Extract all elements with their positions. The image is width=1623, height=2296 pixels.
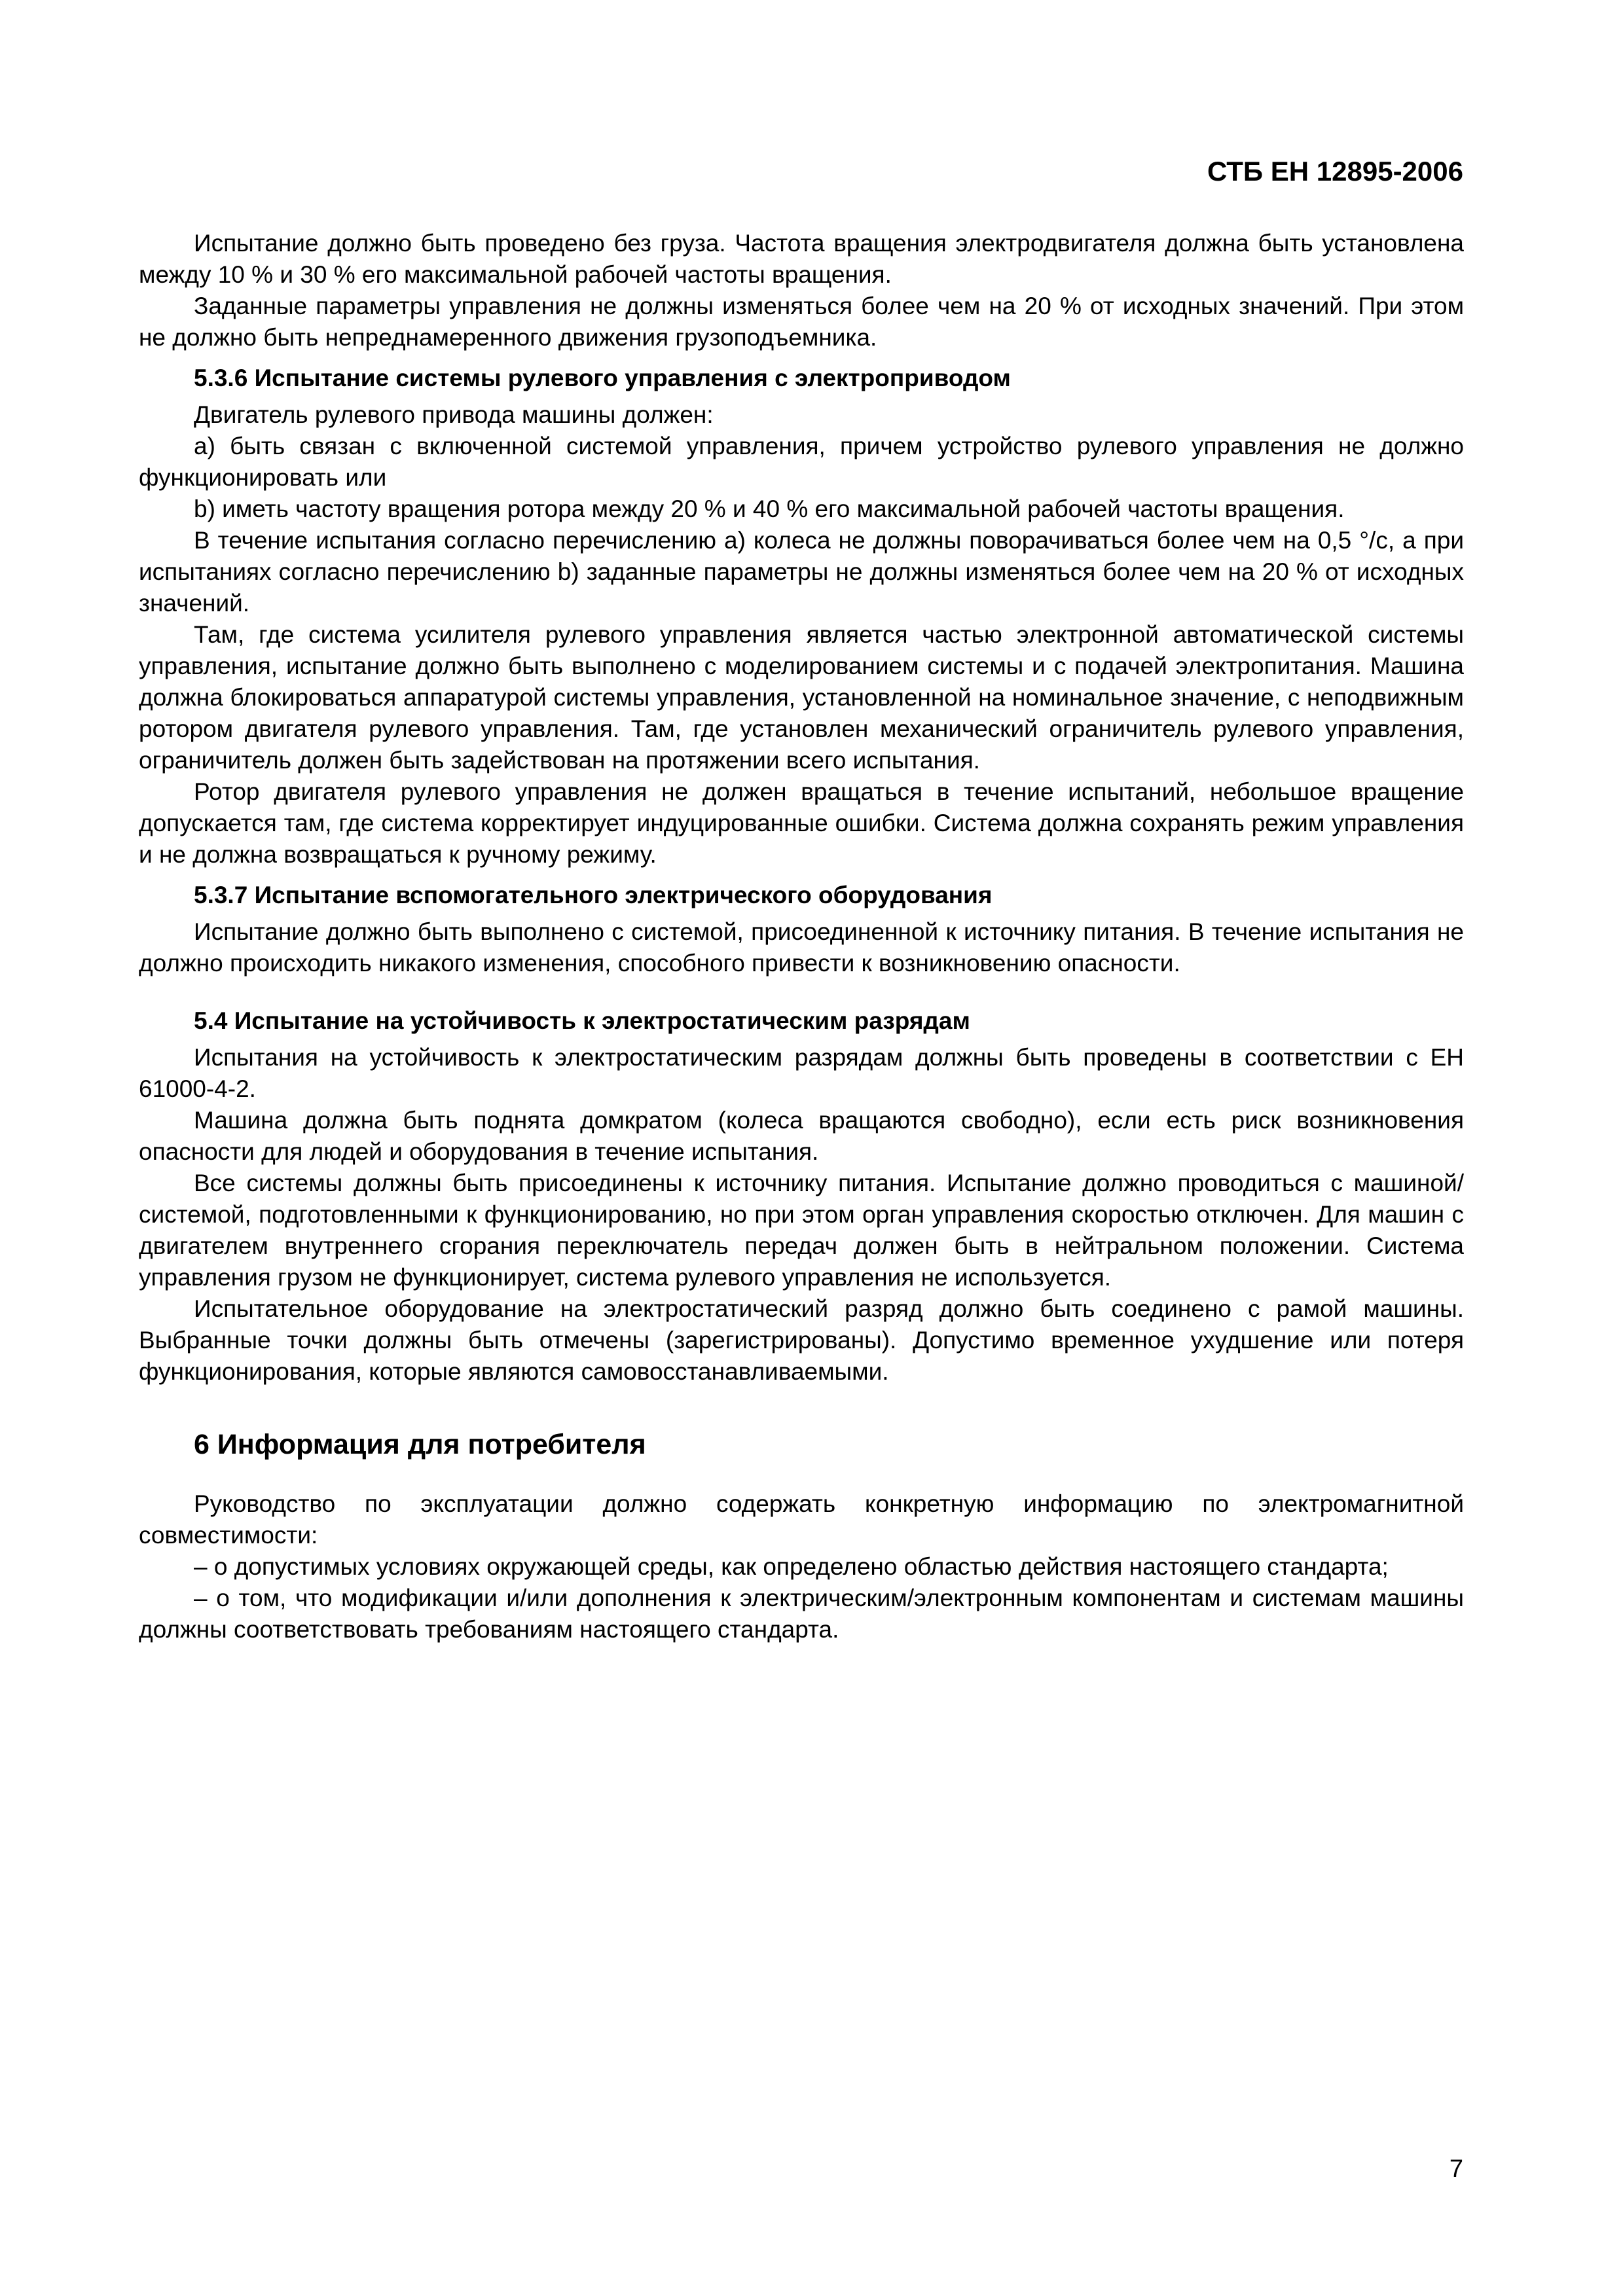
paragraph: Там, где система усилителя рулевого управления является частью электронной автоматической системы управления, испытание должно быть выполнено с моделированием системы и с подачей электропитания. Машина должна блокироваться аппаратурой системы управления, установленной на номинальное значение, с неподвижным ротором двигателя рулевого управления. Там, где установлен механический ограничитель рулевого управления, ограничитель должен быть задействован на протяжении всего испытания. bbox=[139, 621, 1464, 774]
list-item-b: b) иметь частоту вращения ротора между 20 % и 40 % его максимальной рабочей частоты вращения. bbox=[194, 495, 1345, 522]
paragraph: Все системы должны быть присоединены к источнику питания. Испытание должно проводиться с машиной/системой, подготовленными к функционированию, но при этом орган управления скоростью отключен. Для машин с двигателем внутреннего сгорания переключатель передач должен быть в нейтральном положении. Система управления грузом не функционирует, система рулевого управления не используется. bbox=[139, 1170, 1464, 1291]
paragraph: Испытательное оборудование на электростатический разряд должно быть соединено с рамой машины. Выбранные точки должны быть отмечены (зарегистрированы). Допустимо временное ухудшение или потеря функционирования, которые являются самовосстанавливаемыми. bbox=[139, 1295, 1464, 1385]
paragraph: Ротор двигателя рулевого управления не должен вращаться в течение испытаний, небольшое вращение допускается там, где система корректирует индуцированные ошибки. Система должна сохранять режим управления и не должна возвращаться к ручному режиму. bbox=[139, 778, 1464, 868]
paragraph: Руководство по эксплуатации должно содержать конкретную информацию по электромагнитной совместимости: bbox=[139, 1490, 1464, 1549]
paragraph: Двигатель рулевого привода машины должен: bbox=[194, 401, 714, 428]
list-item-a: a) быть связан с включенной системой управления, причем устройство рулевого управления не должно функционировать или bbox=[139, 433, 1464, 491]
document-body bbox=[139, 228, 1464, 1645]
paragraph: Испытания на устойчивость к электростатическим разрядам должны быть проведены в соответствии с ЕН 61000-4-2. bbox=[139, 1044, 1464, 1102]
document-code: СТБ ЕН 12895-2006 bbox=[1207, 156, 1463, 187]
list-item-dash: – о том, что модификации и/или дополнения к электрическим/электронным компонентам и системам машины должны соответствовать требованиям настоящего стандарта. bbox=[139, 1585, 1464, 1643]
page-number: 7 bbox=[1449, 2155, 1463, 2183]
list-item-dash: – о допустимых условиях окружающей среды, как определено областью действия настоящего стандарта; bbox=[194, 1553, 1389, 1580]
section-heading-5-3-7: 5.3.7 Испытание вспомогательного электрического оборудования bbox=[194, 882, 993, 908]
paragraph: Заданные параметры управления не должны изменяться более чем на 20 % от исходных значений. При этом не должно быть непреднамеренного движения грузоподъемника. bbox=[139, 293, 1464, 351]
paragraph: Испытание должно быть проведено без груза. Частота вращения электродвигателя должна быть установлена между 10 % и 30 % его максимальной рабочей частоты вращения. bbox=[139, 230, 1464, 288]
section-heading-5-3-6: 5.3.6 Испытание системы рулевого управления с электроприводом bbox=[194, 365, 1011, 391]
section-heading-6: 6 Информация для потребителя bbox=[194, 1429, 646, 1460]
section-heading-5-4: 5.4 Испытание на устойчивость к электростатическим разрядам bbox=[194, 1007, 970, 1034]
paragraph: Испытание должно быть выполнено с системой, присоединенной к источнику питания. В течение испытания не должно происходить никакого изменения, способного привести к возникновению опасности. bbox=[139, 918, 1464, 977]
paragraph: Машина должна быть поднята домкратом (колеса вращаются свободно), если есть риск возникновения опасности для людей и оборудования в течение испытания. bbox=[139, 1107, 1464, 1165]
paragraph: В течение испытания согласно перечислению a) колеса не должны поворачиваться более чем на 0,5 °/с, а при испытаниях согласно перечислению b) заданные параметры не должны изменяться более чем на 20 % от исходных значений. bbox=[139, 527, 1464, 617]
